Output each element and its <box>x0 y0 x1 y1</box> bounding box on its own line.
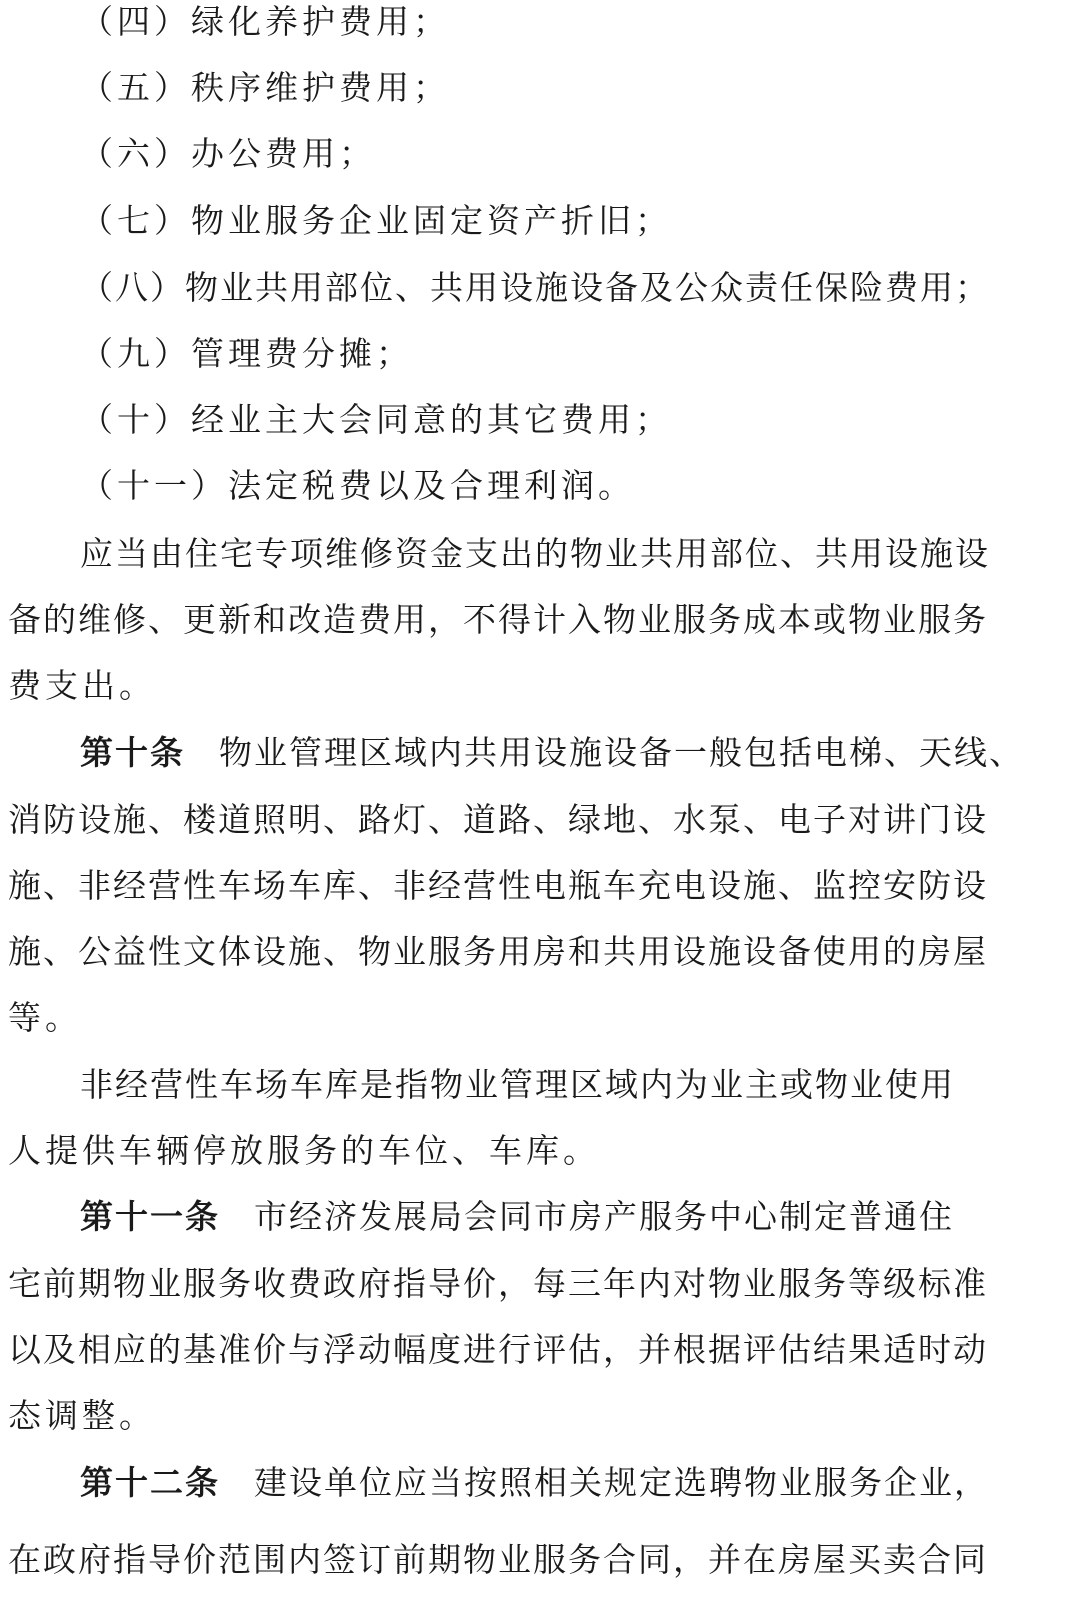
list-item-9: （九）管理费分摊； <box>80 334 413 373</box>
article-10-heading: 第十条 <box>80 733 185 772</box>
article-10-line-5: 等。 <box>8 998 82 1037</box>
article-10-line-3: 施、非经营性车场车库、非经营性电瓶车充电设施、监控安防设 <box>8 866 988 905</box>
article-12-line-1 <box>80 1463 989 1503</box>
list-item-5: （五）秩序维护费用； <box>80 68 450 107</box>
article-12-text: 建设单位应当按照相关规定选聘物业服务企业， <box>254 1463 989 1502</box>
parking-paragraph-line-1: 非经营性车场车库是指物业管理区域内为业主或物业使用 <box>80 1065 955 1104</box>
list-item-10: （十）经业主大会同意的其它费用； <box>80 400 672 439</box>
article-11-line-3: 以及相应的基准价与浮动幅度进行评估，并根据评估结果适时动 <box>8 1330 988 1369</box>
article-11-heading: 第十一条 <box>80 1197 220 1236</box>
maintenance-paragraph-line-1: 应当由住宅专项维修资金支出的物业共用部位、共用设施设 <box>80 534 990 573</box>
article-10-line-4: 施、公益性文体设施、物业服务用房和共用设施设备使用的房屋 <box>8 932 988 971</box>
maintenance-paragraph-line-3: 费支出。 <box>8 666 156 705</box>
article-11-text: 市经济发展局会同市房产服务中心制定普通住 <box>254 1197 954 1236</box>
article-10-line-2: 消防设施、楼道照明、路灯、道路、绿地、水泵、电子对讲门设 <box>8 800 988 839</box>
article-12-line-2: 在政府指导价范围内签订前期物业服务合同，并在房屋买卖合同 <box>8 1540 988 1579</box>
article-11-line-1 <box>80 1197 954 1237</box>
parking-paragraph-line-2: 人提供车辆停放服务的车位、车库。 <box>8 1131 600 1170</box>
list-item-4: （四）绿化养护费用； <box>80 2 450 41</box>
list-item-7: （七）物业服务企业固定资产折旧； <box>80 201 672 240</box>
maintenance-paragraph-line-2: 备的维修、更新和改造费用，不得计入物业服务成本或物业服务 <box>8 600 988 639</box>
article-10-text: 物业管理区域内共用设施设备一般包括电梯、天线、 <box>219 733 1024 772</box>
article-11-line-2: 宅前期物业服务收费政府指导价，每三年内对物业服务等级标准 <box>8 1264 988 1303</box>
list-item-8: （八）物业共用部位、共用设施设备及公众责任保险费用； <box>80 268 990 307</box>
list-item-11: （十一）法定税费以及合理利润。 <box>80 466 635 505</box>
article-10-line-1 <box>80 733 1024 773</box>
article-12-heading: 第十二条 <box>80 1463 220 1502</box>
article-11-line-4: 态调整。 <box>8 1396 156 1435</box>
list-item-6: （六）办公费用； <box>80 134 376 173</box>
